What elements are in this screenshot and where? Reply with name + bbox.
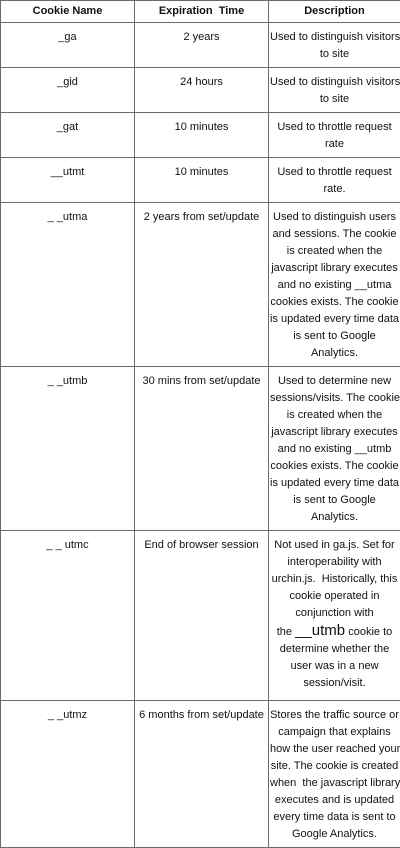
expiration-cell: 10 minutes xyxy=(135,158,269,203)
description-line: cookies exists. The cookie xyxy=(270,458,399,475)
description-line: javascript library executes xyxy=(270,424,399,441)
header-row xyxy=(1,1,400,23)
description-suffix: cookie to xyxy=(345,626,392,638)
header-description: Description xyxy=(269,1,400,23)
table-row xyxy=(1,23,400,68)
description-line: is sent to Google xyxy=(270,492,399,509)
table-row xyxy=(1,531,400,701)
description-line-emphasis xyxy=(270,622,399,641)
description-line: determine whether the xyxy=(270,641,399,658)
description-line: every time data is sent to xyxy=(270,809,399,826)
cookie-name-cell: _ _utmb xyxy=(1,367,135,531)
expiration-cell: 6 months from set/update xyxy=(135,701,269,848)
table-row xyxy=(1,68,400,113)
cookie-name-cell: _ _utmz xyxy=(1,701,135,848)
description-line: is updated every time data xyxy=(270,475,399,492)
header-expiration-time: Expiration Time xyxy=(135,1,269,23)
utmb-emphasis-text: __utmb xyxy=(295,622,345,639)
description-line: is updated every time data xyxy=(270,311,399,328)
expiration-cell: 2 years from set/update xyxy=(135,203,269,367)
table-row xyxy=(1,367,400,531)
table-row xyxy=(1,203,400,367)
description-cell xyxy=(269,23,400,68)
description-line: when the javascript library xyxy=(270,775,399,792)
description-prefix: the xyxy=(277,626,295,638)
cookie-name-cell: _gat xyxy=(1,113,135,158)
description-line: is created when the xyxy=(270,243,399,260)
description-line: to site xyxy=(270,46,399,63)
cookie-name-cell: _ _utma xyxy=(1,203,135,367)
description-line: is created when the xyxy=(270,407,399,424)
description-line: is sent to Google xyxy=(270,328,399,345)
description-line: executes and is updated xyxy=(270,792,399,809)
cookie-name-cell: _ga xyxy=(1,23,135,68)
description-cell xyxy=(269,367,400,531)
description-line: Used to determine new xyxy=(270,373,399,390)
description-line: user was in a new xyxy=(270,658,399,675)
expiration-cell: End of browser session xyxy=(135,531,269,701)
expiration-cell: 10 minutes xyxy=(135,113,269,158)
description-line: how the user reached your xyxy=(270,741,399,758)
expiration-cell: 24 hours xyxy=(135,68,269,113)
description-line: Google Analytics. xyxy=(270,826,399,843)
description-line: Used to distinguish visitors xyxy=(270,29,399,46)
description-line: to site xyxy=(270,91,399,108)
description-cell xyxy=(269,113,400,158)
description-cell xyxy=(269,158,400,203)
header-cookie-name: Cookie Name xyxy=(1,1,135,23)
description-line: Used to distinguish visitors xyxy=(270,74,399,91)
description-line: Analytics. xyxy=(270,345,399,362)
description-line: javascript library executes xyxy=(270,260,399,277)
description-line: interoperability with xyxy=(270,554,399,571)
description-line: sessions/visits. The cookie xyxy=(270,390,399,407)
cookie-name-cell: _gid xyxy=(1,68,135,113)
description-line: rate xyxy=(270,136,399,153)
description-line: and sessions. The cookie xyxy=(270,226,399,243)
description-cell xyxy=(269,203,400,367)
cookie-name-cell: __utmt xyxy=(1,158,135,203)
description-line: and no existing __utma xyxy=(270,277,399,294)
description-line: cookies exists. The cookie xyxy=(270,294,399,311)
expiration-cell: 2 years xyxy=(135,23,269,68)
description-cell xyxy=(269,701,400,848)
cookie-name-cell: _ _ utmc xyxy=(1,531,135,701)
description-line: Used to throttle request xyxy=(270,119,399,136)
description-cell xyxy=(269,531,400,701)
description-line: rate. xyxy=(270,181,399,198)
table-row xyxy=(1,701,400,848)
table-row xyxy=(1,113,400,158)
description-line: site. The cookie is created xyxy=(270,758,399,775)
description-line: session/visit. xyxy=(270,675,399,692)
description-line: urchin.js. Historically, this xyxy=(270,571,399,588)
table-row xyxy=(1,158,400,203)
description-line: conjunction with xyxy=(270,605,399,622)
description-line: Not used in ga.js. Set for xyxy=(270,537,399,554)
description-line: Used to distinguish users xyxy=(270,209,399,226)
description-line: and no existing __utmb xyxy=(270,441,399,458)
description-line: Used to throttle request xyxy=(270,164,399,181)
expiration-cell: 30 mins from set/update xyxy=(135,367,269,531)
description-line: cookie operated in xyxy=(270,588,399,605)
description-line: Analytics. xyxy=(270,509,399,526)
description-line: Stores the traffic source or xyxy=(270,707,399,724)
description-cell xyxy=(269,68,400,113)
description-line: campaign that explains xyxy=(270,724,399,741)
